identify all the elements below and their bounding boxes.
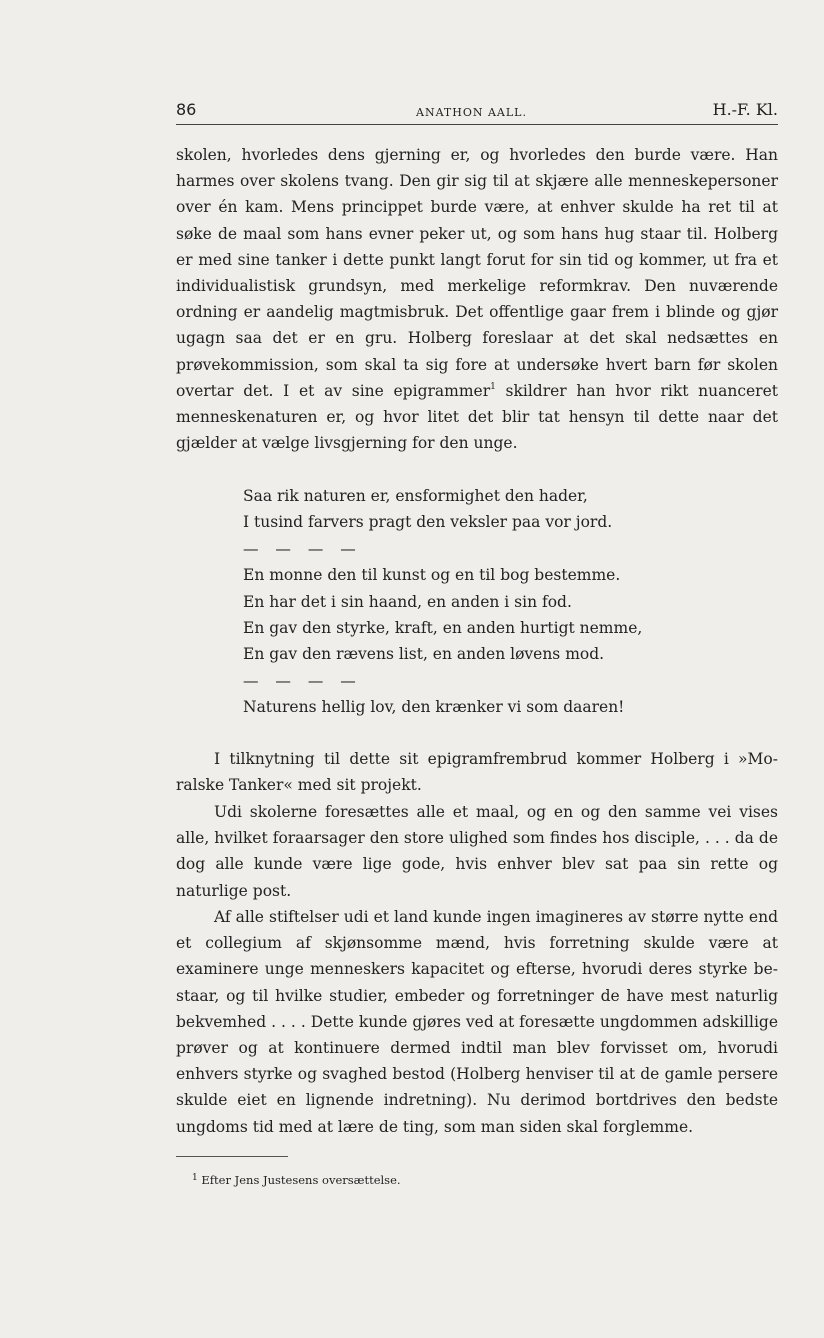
footnote-marker: 1 bbox=[192, 1173, 198, 1183]
poem-separator: — — — — bbox=[243, 671, 362, 690]
page-header bbox=[176, 100, 778, 125]
running-head: ANATHON AALL. bbox=[416, 106, 527, 119]
poem-line: Naturens hellig lov, den krænker vi som daaren! bbox=[243, 698, 625, 717]
paragraph-4: Af alle stiftelser udi et land kunde ingen imagineres av større nytte end et collegium af skjønsomme mænd, hvis forretning skulde være at examinere unge menneskers kapacitet og efterse, hvorudi deres styrke bestaar, og til hvilke studier, embeder og forretninger de have mest naturlig bekvemhed . . . . Dette kunde gjøres ved at foresætte ungdommen adskillige prøver og at kontinuere dermed indtil man blev forvisset om, hvorudi enhvers styrke og svaghed bestod (Holberg henviser til at de gamle persere skulde eiet en lignende indretning). Nu derimod bortdrives den bedste ungdoms tid med at lære de ting, som man siden skal forglemme. bbox=[176, 908, 778, 1136]
page-number: 86 bbox=[176, 100, 197, 119]
footnote-rule bbox=[176, 1156, 288, 1157]
paragraph-1 bbox=[176, 142, 778, 456]
poem-line: Saa rik naturen er, ensformighet den hader, bbox=[243, 487, 588, 505]
poem-separator: — — — — bbox=[243, 539, 362, 558]
footnote-text: Efter Jens Justesens oversættelse. bbox=[201, 1173, 401, 1187]
poem-line: En gav den styrke, kraft, en anden hurtigt nemme, bbox=[243, 619, 643, 638]
poem-line: En gav den rævens list, en anden løvens mod. bbox=[243, 645, 605, 664]
footnote bbox=[192, 1173, 401, 1187]
poem-block bbox=[243, 483, 723, 721]
paragraph-2: I tilknytning til dette sit epigramfrembrud kommer Holberg i »Moralske Tanker« med sit projekt. bbox=[176, 750, 778, 795]
paragraph-1-part-b: skildrer han hvor rikt nuanceret menneskenaturen er, og hvor litet det blir tat hensyn til dette naar det gjælder at vælge livsgjerning for den unge. bbox=[176, 381, 778, 453]
poem-line: I tusind farvers pragt den veksler paa vor jord. bbox=[243, 513, 613, 532]
paragraph-1-part-a: skolen, hvorledes dens gjerning er, og hvorledes den burde være. Han harmes over skolens tvang. Den gir sig til at skjære alle menneskepersoner over én kam. Mens princippet burde være, at enhver skulde ha ret til at søke de maal som hans evner peker ut, og som hans hug staar til. Holberg er med sine tanker i dette punkt langt forut for sin tid og kommer, ut fra et individualistisk grundsyn, med merkelige reformkrav. Den nuværende ordning er aandelig magtmisbruk. Det offentlige gaar frem i blinde og gjør ugagn saa det er en gru. Holberg foreslaar at det skal nedsættes en prøvekommission, som skal ta sig fore at undersøke hvert barn før skolen overtar det. I et av sine epigrammer bbox=[176, 146, 778, 400]
footnote-reference: 1 bbox=[490, 381, 496, 392]
section-label: H.-F. Kl. bbox=[712, 100, 778, 119]
paragraph-3: Udi skolerne foresættes alle et maal, og en og den samme vei vises alle, hvilket foraarsager den store ulighed som findes hos disciple, . . . da de dog alle kunde være lige gode, hvis enhver blev sat paa sin rette og naturlige post. bbox=[176, 803, 778, 900]
poem-line: En har det i sin haand, en anden i sin fod. bbox=[243, 592, 572, 611]
poem-line: En monne den til kunst og en til bog bestemme. bbox=[243, 566, 621, 585]
